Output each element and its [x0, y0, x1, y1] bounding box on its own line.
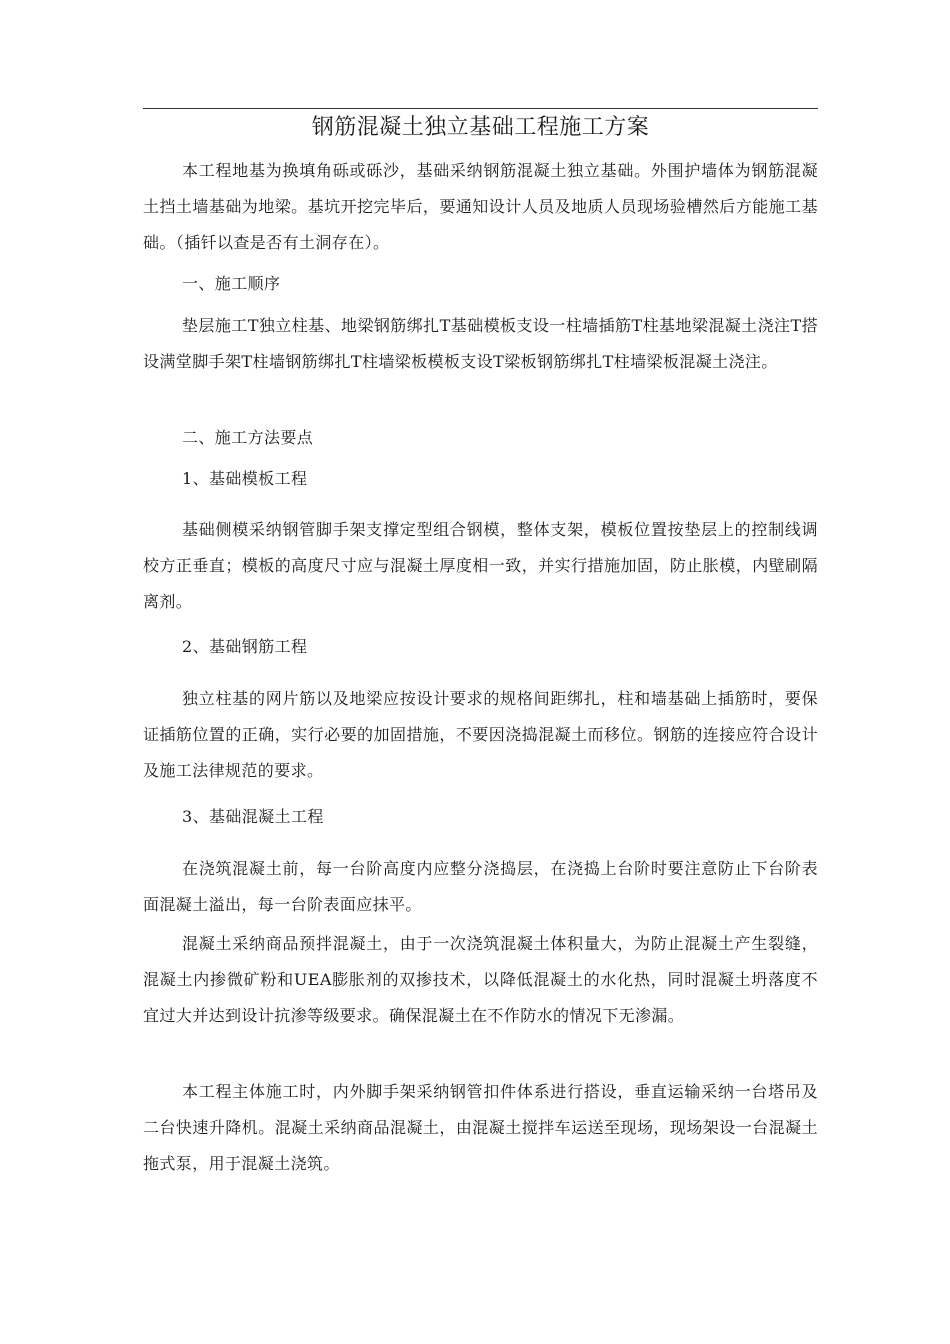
rebar-paragraph: 独立柱基的网片筋以及地梁应按设计要求的规格间距绑扎，柱和墙基础上插筋时，要保证插筋位置的正确，实行必要的加固措施，不要因浇捣混凝土而移位。钢筋的连接应符合设计及施工法律规范的要求。 [143, 689, 818, 780]
subsection-heading-concrete: 3、基础混凝土工程 [182, 807, 324, 826]
formwork-paragraph: 基础侧模采纳钢管脚手架支撑定型组合钢模，整体支架，模板位置按垫层上的控制线调校方正垂直；模板的高度尺寸应与混凝土厚度相一致，并实行措施加固，防止胀模，内壁刷隔离剂。 [143, 520, 818, 611]
section-heading-construction-sequence: 一、施工顺序 [182, 274, 281, 293]
intro-paragraph: 本工程地基为换填角砾或砾沙，基础采纳钢筋混凝土独立基础。外围护墙体为钢筋混凝土挡土墙基础为地梁。基坑开挖完毕后，要通知设计人员及地质人员现场验槽然后方能施工基础。（插钎以查是否有土洞存在）。 [143, 161, 818, 252]
document-title: 钢筋混凝土独立基础工程施工方案 [311, 115, 650, 140]
subsection-heading-formwork: 1、基础模板工程 [182, 469, 308, 488]
main-construction-paragraph: 本工程主体施工时，内外脚手架采纳钢管扣件体系进行搭设，垂直运输采纳一台塔吊及二台快速升降机。混凝土采纳商品混凝土，由混凝土搅拌车运送至现场，现场架设一台混凝土拖式泵，用于混凝土浇筑。 [143, 1082, 818, 1173]
concrete-mix-paragraph: 混凝土采纳商品预拌混凝土，由于一次浇筑混凝土体积量大，为防止混凝土产生裂缝，混凝土内掺微矿粉和UEA膨胀剂的双掺技术，以降低混凝土的水化热，同时混凝土坍落度不宜过大并达到设计抗渗等级要求。确保混凝土在不作防水的情况下无渗漏。 [143, 934, 818, 1025]
construction-sequence-paragraph: 垫层施工T独立柱基、地梁钢筋绑扎T基础模板支设一柱墙插筋T柱基地梁混凝土浇注T搭设满堂脚手架T柱墙钢筋绑扎T柱墙梁板模板支设T梁板钢筋绑扎T柱墙梁板混凝土浇注。 [143, 316, 818, 371]
subsection-heading-rebar: 2、基础钢筋工程 [182, 637, 308, 656]
header-rule [143, 108, 818, 109]
concrete-pouring-paragraph: 在浇筑混凝土前，每一台阶高度内应整分浇捣层，在浇捣上台阶时要注意防止下台阶表面混凝土溢出，每一台阶表面应抹平。 [143, 859, 818, 914]
section-heading-method-points: 二、施工方法要点 [182, 428, 314, 447]
